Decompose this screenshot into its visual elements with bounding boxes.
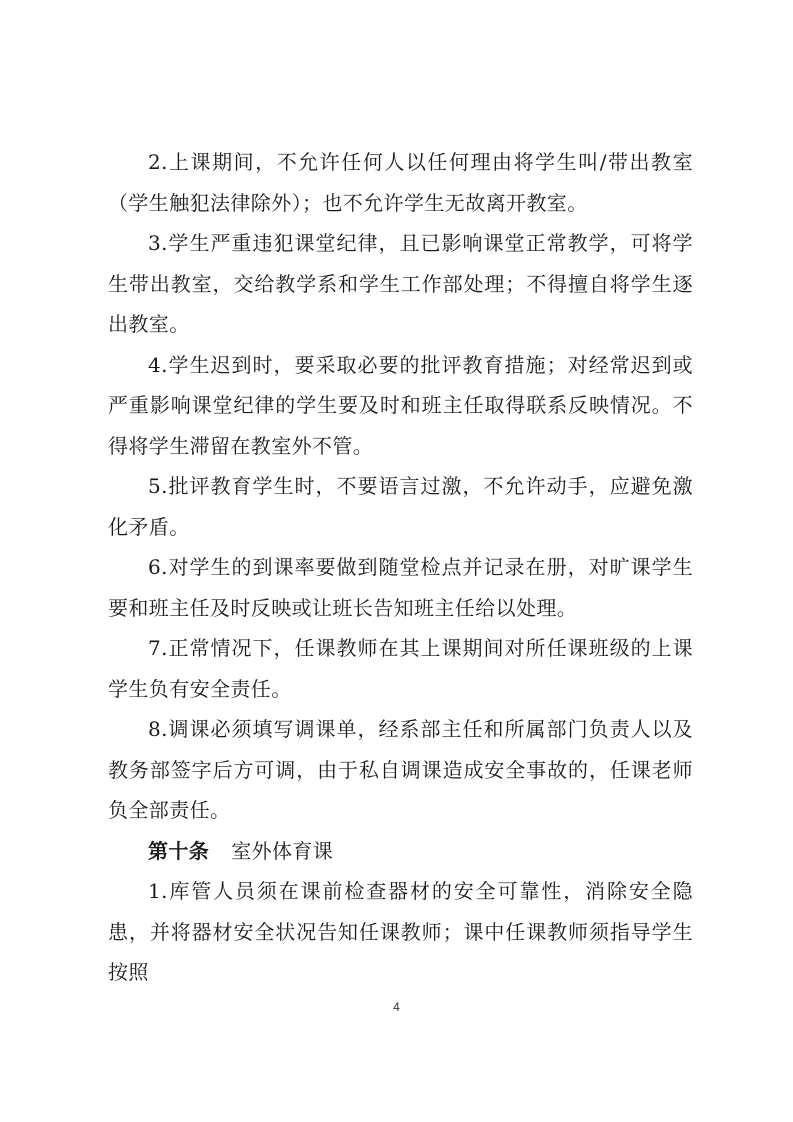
paragraph-item-2: 2.上课期间，不允许任何人以任何理由将学生叫/带出教室（学生触犯法律除外）；也不允许学生无故离开教室。 bbox=[108, 150, 693, 215]
document-body bbox=[108, 142, 693, 993]
section-heading bbox=[108, 831, 693, 872]
section-title: 室外体育课 bbox=[231, 838, 334, 863]
paragraph-item-7: 7.正常情况下，任课教师在其上课期间对所任课班级的上课学生负有安全责任。 bbox=[108, 636, 693, 701]
paragraph-item-6: 6.对学生的到课率要做到随堂检点并记录在册，对旷课学生要和班主任及时反映或让班长告知班主任给以处理。 bbox=[108, 555, 693, 620]
page-number: 4 bbox=[393, 1000, 400, 1014]
paragraph-item-8: 8.调课必须填写调课单，经系部主任和所属部门负责人以及教务部签字后方可调，由于私自调课造成安全事故的，任课老师负全部责任。 bbox=[108, 717, 693, 822]
section-label: 第十条 bbox=[148, 838, 210, 863]
section-paragraph-item-1: 1.库管人员须在课前检查器材的安全可靠性，消除安全隐患，并将器材安全状况告知任课教师；课中任课教师须指导学生按照 bbox=[108, 879, 693, 984]
paragraph-item-4: 4.学生迟到时，要采取必要的批评教育措施；对经常迟到或严重影响课堂纪律的学生要及时和班主任取得联系反映情况。不得将学生滞留在教室外不管。 bbox=[108, 352, 693, 458]
paragraph-item-5: 5.批评教育学生时，不要语言过激，不允许动手，应避免激化矛盾。 bbox=[108, 474, 693, 539]
paragraph-item-3: 3.学生严重违犯课堂纪律，且已影响课堂正常教学，可将学生带出教室，交给教学系和学生工作部处理；不得擅自将学生逐出教室。 bbox=[108, 231, 693, 336]
